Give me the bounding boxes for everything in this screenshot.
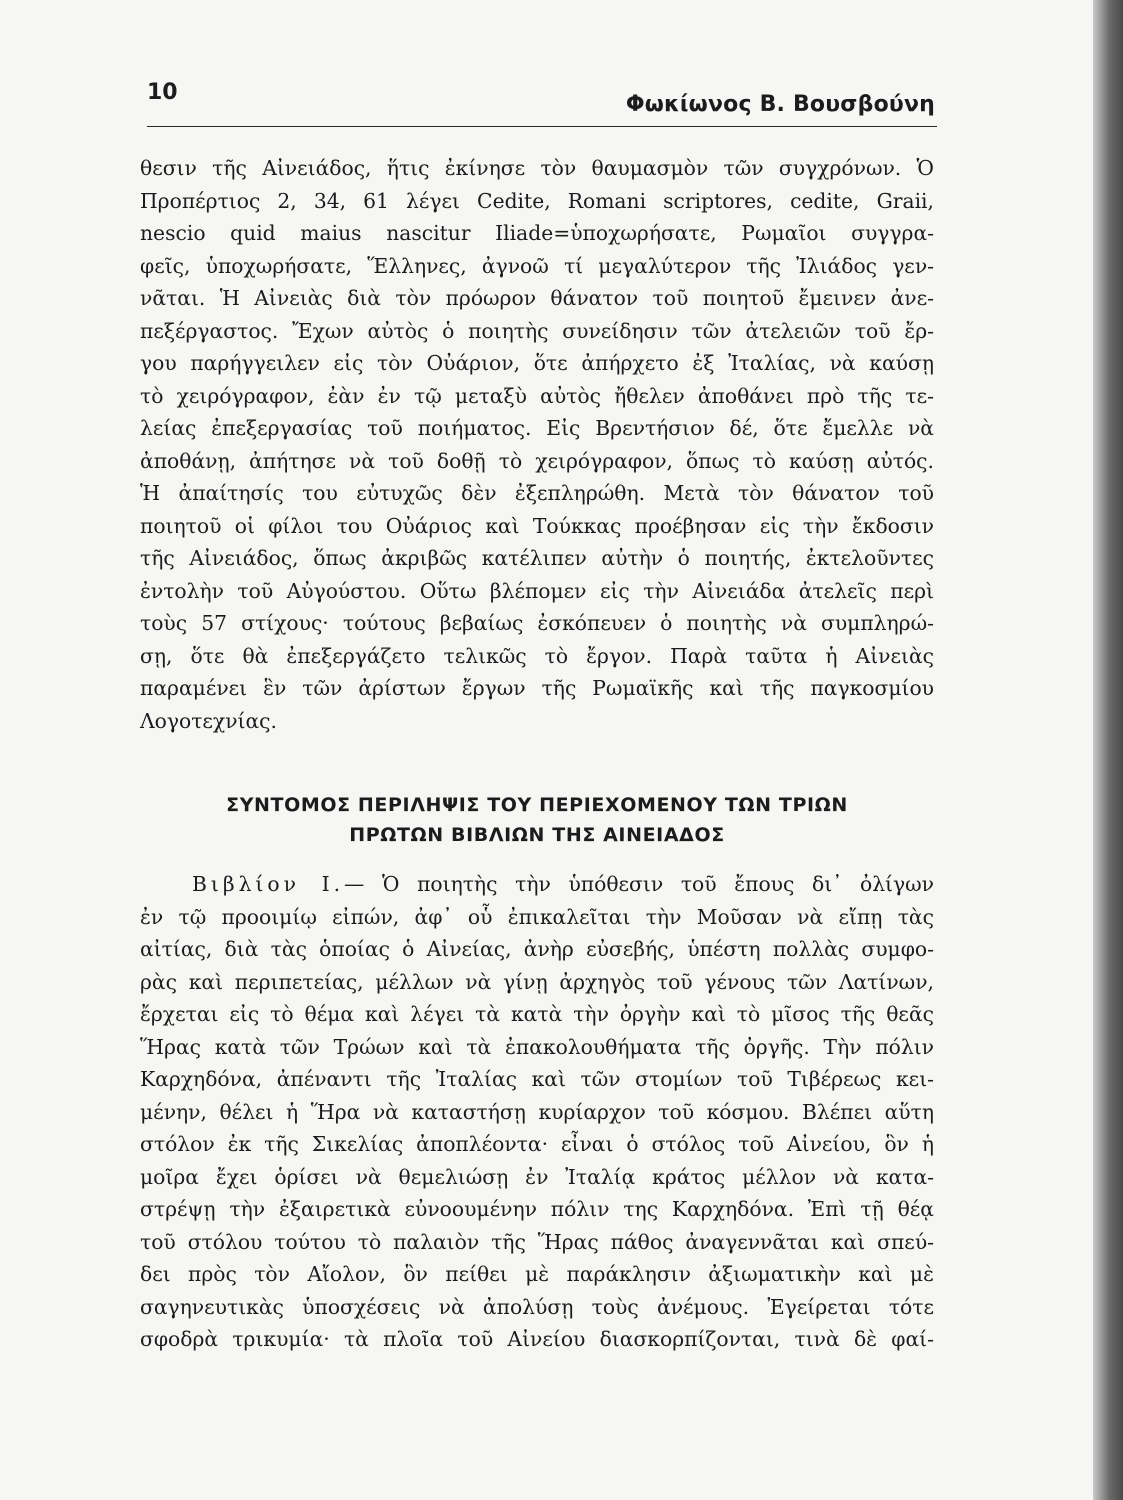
section-heading-line-1: ΣΥΝΤΟΜΟΣ ΠΕΡΙΛΗΨΙΣ ΤΟΥ ΠΕΡΙΕΧΟΜΕΝΟΥ ΤΩΝ ΤΡΙΩΝ: [226, 794, 848, 816]
book-label: Βιβλίον Ι.: [192, 872, 345, 896]
paragraph-2: [140, 868, 934, 1356]
text-line: ποιητοῦ οἱ φίλοι του Οὐάριος καὶ Τούκκας προέβησαν εἰς τὴν ἔκδοσιν: [140, 513, 934, 538]
scan-edge-shadow: [1093, 0, 1123, 1500]
text-line-first: [140, 868, 934, 901]
text-line: αἰτίας, διὰ τὰς ὁποίας ὁ Αἰνείας, ἀνὴρ εὐσεβής, ὑπέστη πολλὰς συμφο-: [140, 937, 934, 961]
text-line: μένην, θέλει ἡ Ἥρα νὰ καταστήσῃ κυρίαρχον τοῦ κόσμου. Βλέπει αὕτη: [140, 1099, 934, 1124]
text-line: Προπέρτιος 2, 34, 61 λέγει Cedite, Romani scriptores, cedite, Graii,: [140, 188, 934, 213]
text-line: ἐντολὴν τοῦ Αὐγούστου. Οὕτω βλέπομεν εἰς τὴν Αἰνειάδα ἀτελεῖς περὶ: [140, 578, 934, 603]
text-line: σῃ, ὅτε θὰ ἐπεξεργάζετο τελικῶς τὸ ἔργον. Παρὰ ταῦτα ἡ Αἰνειὰς: [140, 643, 934, 668]
text-line: λείας ἐπεξεργασίας τοῦ ποιήματος. Εἰς Βρεντήσιον δέ, ὅτε ἔμελλε νὰ: [140, 416, 934, 440]
text-line: nescio quid maius nascitur Iliade=ὑποχωρήσατε, Ρωμαῖοι συγγρα-: [140, 221, 934, 245]
section-heading: [140, 790, 934, 850]
text-line: Ἥρας κατὰ τῶν Τρώων καὶ τὰ ἐπακολουθήματα τῆς ὀργῆς. Τὴν πόλιν: [140, 1034, 934, 1059]
text-line: φεῖς, ὑποχωρήσατε, Ἕλληνες, ἀγνοῶ τί μεγαλύτερον τῆς Ἰλιάδος γεν-: [140, 253, 934, 278]
page-header: [147, 70, 937, 127]
text-line: τοῦ στόλου τούτου τὸ παλαιὸν τῆς Ἥρας πάθος ἀναγεννᾶται καὶ σπεύ-: [140, 1229, 934, 1254]
text-line: τὸ χειρόγραφον, ἐὰν ἐν τῷ μεταξὺ αὐτὸς ἤθελεν ἀποθάνει πρὸ τῆς τε-: [140, 383, 934, 408]
text-line: ἔρχεται εἰς τὸ θέμα καὶ λέγει τὰ κατὰ τὴν ὀργὴν καὶ τὸ μῖσος τῆς θεᾶς: [140, 1002, 934, 1026]
page-number: 10: [147, 80, 178, 105]
text-line: Καρχηδόνα, ἀπέναντι τῆς Ἰταλίας καὶ τῶν στομίων τοῦ Τιβέρεως κει-: [140, 1067, 934, 1091]
text-line: θεσιν τῆς Αἰνειάδος, ἥτις ἐκίνησε τὸν θαυμασμὸν τῶν συγχρόνων. Ὁ: [140, 156, 934, 180]
text-line: Ἡ ἀπαίτησίς του εὐτυχῶς δὲν ἐξεπληρώθη. Μετὰ τὸν θάνατον τοῦ: [140, 481, 934, 505]
text-line: σφοδρὰ τρικυμία· τὰ πλοῖα τοῦ Αἰνείου διασκορπίζονται, τινὰ δὲ φαί-: [140, 1327, 934, 1351]
text-line: νᾶται. Ἡ Αἰνειὰς διὰ τὸν πρόωρον θάνατον τοῦ ποιητοῦ ἔμεινεν ἀνε-: [140, 286, 934, 310]
text-line: ρὰς καὶ περιπετείας, μέλλων νὰ γίνῃ ἀρχηγὸς τοῦ γένους τῶν Λατίνων,: [140, 969, 934, 994]
paragraph-1: [140, 152, 934, 737]
text-line: στόλον ἐκ τῆς Σικελίας ἀποπλέοντα· εἶναι ὁ στόλος τοῦ Αἰνείου, ὃν ἡ: [140, 1132, 934, 1156]
first-line-rest: — Ὁ ποιητὴς τὴν ὑπόθεσιν τοῦ ἔπους δι᾽ ὀλίγων: [344, 872, 934, 896]
text-line: ἐν τῷ προοιμίῳ εἰπών, ἀφ᾽ οὗ ἐπικαλεῖται τὴν Μοῦσαν νὰ εἴπῃ τὰς: [140, 904, 934, 929]
section-heading-line-2: ΠΡΩΤΩΝ ΒΙΒΛΙΩΝ ΤΗΣ ΑΙΝΕΙΑΔΟΣ: [349, 824, 725, 846]
text-line: τῆς Αἰνειάδος, ὅπως ἀκριβῶς κατέλιπεν αὐτὴν ὁ ποιητής, ἐκτελοῦντες: [140, 546, 934, 570]
text-line: μοῖρα ἔχει ὁρίσει νὰ θεμελιώσῃ ἐν Ἰταλίᾳ κράτος μέλλον νὰ κατα-: [140, 1164, 934, 1189]
text-line: γου παρήγγειλεν εἰς τὸν Οὐάριον, ὅτε ἀπήρχετο ἐξ Ἰταλίας, νὰ καύσῃ: [140, 351, 934, 375]
text-line: παραμένει ἓν τῶν ἀρίστων ἔργων τῆς Ρωμαϊκῆς καὶ τῆς παγκοσμίου: [140, 676, 934, 700]
text-line: πεξέργαστος. Ἔχων αὐτὸς ὁ ποιητὴς συνείδησιν τῶν ἀτελειῶν τοῦ ἔρ-: [140, 318, 934, 343]
text-line: δει πρὸς τὸν Αἴολον, ὃν πείθει μὲ παράκλησιν ἀξιωματικὴν καὶ μὲ: [140, 1262, 934, 1286]
running-head: Φωκίωνος Β. Βουσβούνη: [625, 92, 935, 117]
text-line: τοὺς 57 στίχους· τούτους βεβαίως ἐσκόπευεν ὁ ποιητὴς νὰ συμπληρώ-: [140, 611, 934, 635]
text-line: Λογοτεχνίας.: [140, 708, 277, 733]
text-line: σαγηνευτικὰς ὑποσχέσεις νὰ ἀπολύσῃ τοὺς ἀνέμους. Ἐγείρεται τότε: [140, 1294, 934, 1319]
text-line: ἀποθάνῃ, ἀπήτησε νὰ τοῦ δοθῇ τὸ χειρόγραφον, ὅπως τὸ καύσῃ αὐτός.: [140, 448, 934, 473]
text-line: στρέψῃ τὴν ἐξαιρετικὰ εὐνοουμένην πόλιν της Καρχηδόνα. Ἐπὶ τῇ θέᾳ: [140, 1197, 934, 1221]
